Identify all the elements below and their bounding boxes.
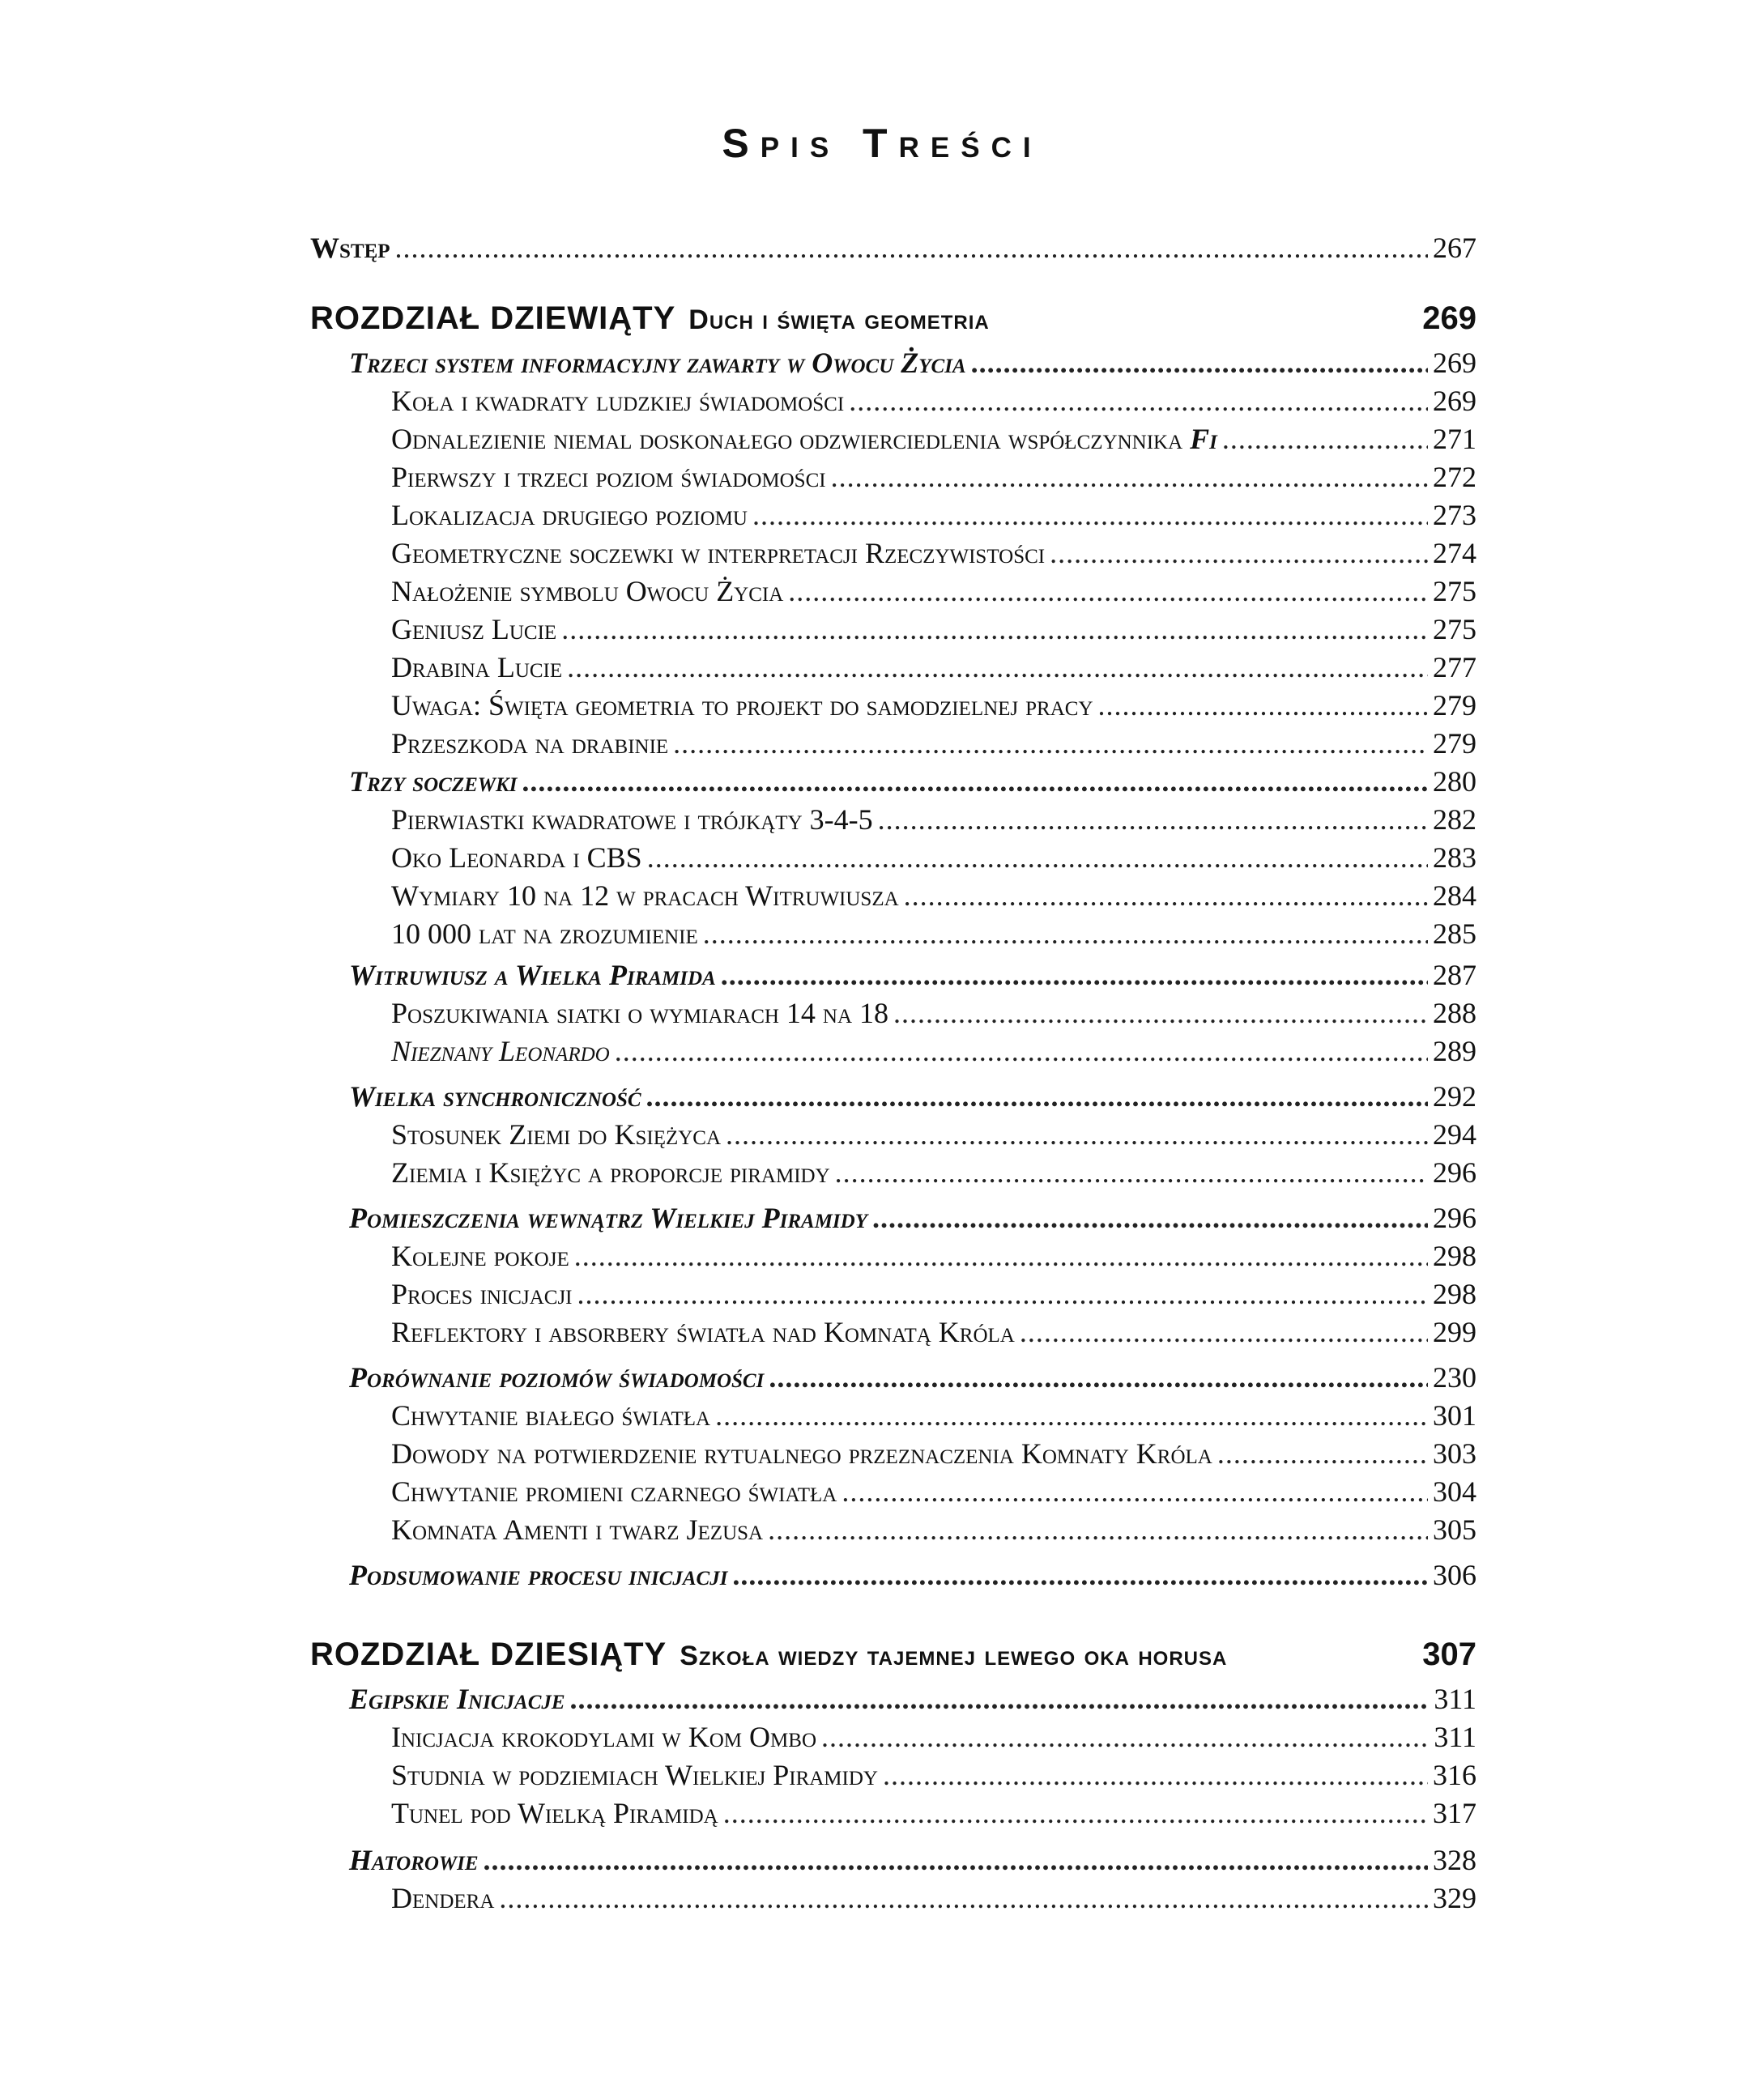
toc-subsection-label: Nałożenie symbolu Owocu Życia <box>391 575 784 607</box>
toc-subsection[interactable] <box>310 1398 1476 1433</box>
chapter-title: Szkoła wiedzy tajemnej lewego oka horusa <box>680 1641 1228 1671</box>
chapter-number: ROZDZIAŁ DZIESIĄTY <box>310 1637 667 1672</box>
toc-page-number: 329 <box>1433 1882 1476 1914</box>
toc-section[interactable] <box>310 1681 1476 1717</box>
toc-page-number: 269 <box>1433 347 1476 379</box>
toc-subsection-label: Pierwszy i trzeci poziom świadomości <box>391 461 826 493</box>
toc-subsection-label: 10 000 lat na zrozumienie <box>391 917 698 950</box>
toc-subsection[interactable] <box>310 840 1476 875</box>
toc-page-number: 294 <box>1433 1118 1476 1151</box>
toc-subsection[interactable] <box>310 995 1476 1031</box>
dot-leader <box>484 1842 1428 1878</box>
toc-subsection[interactable] <box>310 611 1476 647</box>
dot-leader <box>723 1795 1428 1831</box>
dot-leader <box>1217 1436 1428 1471</box>
toc-page-number: 284 <box>1433 879 1476 912</box>
dot-leader <box>883 1757 1428 1793</box>
toc-subsection[interactable] <box>310 1033 1476 1069</box>
toc-subsection[interactable] <box>310 1795 1476 1831</box>
dot-leader <box>673 726 1428 761</box>
toc-subsection-label: Drabina Lucie <box>391 651 563 683</box>
dot-leader <box>971 345 1428 381</box>
toc-page-number: 283 <box>1433 841 1476 874</box>
chapter-page-number: 307 <box>1422 1637 1476 1672</box>
toc-section-label: Witruwiusz a Wielka Piramida <box>349 959 716 991</box>
dot-leader <box>752 497 1428 533</box>
toc-subsection-label: Geometryczne soczewki w interpretacji Rzeczywistości <box>391 537 1046 569</box>
dot-leader <box>831 459 1428 495</box>
dot-leader <box>615 1033 1428 1069</box>
toc-section[interactable] <box>310 1200 1476 1236</box>
toc-page-number: 287 <box>1433 959 1476 991</box>
toc-page-number: 301 <box>1433 1399 1476 1432</box>
dot-leader <box>567 649 1428 685</box>
toc-subsection[interactable] <box>310 1757 1476 1793</box>
toc-subsection-label: Nieznany Leonardo <box>391 1035 610 1067</box>
toc-subsection-label: Ziemia i Księżyc a proporcje piramidy <box>391 1156 830 1189</box>
toc-section-label: Trzeci system informacyjny zawarty w Owocu Życia <box>349 347 966 379</box>
dot-leader <box>703 916 1428 951</box>
toc-subsection[interactable] <box>310 573 1476 609</box>
toc-page-number: 292 <box>1433 1080 1476 1113</box>
toc-subsection-label: Studnia w podziemiach Wielkiej Piramidy <box>391 1759 878 1791</box>
toc-page-number: 279 <box>1433 727 1476 760</box>
dot-leader <box>849 383 1428 419</box>
toc-subsection[interactable] <box>310 1155 1476 1190</box>
dot-leader <box>1222 421 1428 457</box>
toc-section-label: Hatorowie <box>349 1844 479 1876</box>
dot-leader <box>1020 1314 1428 1350</box>
fi-emphasis: Fi <box>1190 423 1217 455</box>
chapter-number: ROZDZIAŁ DZIEWIĄTY <box>310 300 676 336</box>
page-title: Spis Treści <box>722 121 1042 166</box>
toc-section[interactable] <box>310 1557 1476 1593</box>
toc-subsection-label: Komnata Amenti i twarz Jezusa <box>391 1513 764 1546</box>
toc-subsection[interactable] <box>310 1880 1476 1916</box>
chapter-page-number: 269 <box>1422 300 1476 336</box>
toc-subsection[interactable] <box>310 687 1476 723</box>
dot-leader <box>821 1719 1429 1755</box>
toc-page-number: 316 <box>1433 1759 1476 1791</box>
toc-page-number: 304 <box>1433 1475 1476 1508</box>
toc-subsection-label: Pierwiastki kwadratowe i trójkąty 3-4-5 <box>391 803 873 836</box>
toc-subsection[interactable] <box>310 1474 1476 1509</box>
toc-page-number: 288 <box>1433 997 1476 1029</box>
toc-page-number: 271 <box>1433 423 1476 455</box>
toc-subsection-label: Kolejne pokoje <box>391 1240 569 1272</box>
toc-section-label: Trzy soczewki <box>349 765 518 798</box>
toc-subsection[interactable] <box>310 726 1476 761</box>
toc-subsection-label: Wymiary 10 na 12 w pracach Witruwiusza <box>391 879 899 912</box>
toc-subsection[interactable] <box>310 383 1476 419</box>
toc-subsection[interactable] <box>310 535 1476 571</box>
toc-page-number: 272 <box>1433 461 1476 493</box>
dot-leader <box>715 1398 1428 1433</box>
dot-leader <box>768 1512 1428 1547</box>
toc-subsection[interactable] <box>310 1276 1476 1312</box>
toc-subsection[interactable] <box>310 1238 1476 1274</box>
toc-page-number: 273 <box>1433 499 1476 531</box>
dot-leader <box>788 573 1428 609</box>
dot-leader <box>499 1880 1428 1916</box>
toc-subsection[interactable] <box>310 802 1476 837</box>
chapter-heading-9[interactable] <box>310 298 1476 340</box>
toc-subsection[interactable] <box>310 497 1476 533</box>
dot-leader <box>893 995 1428 1031</box>
toc-subsection-label: Tunel pod Wielką Piramidą <box>391 1797 718 1829</box>
dot-leader <box>878 802 1428 837</box>
dot-leader <box>522 764 1428 799</box>
toc-page-number: 311 <box>1434 1683 1476 1715</box>
dot-leader <box>646 1079 1428 1114</box>
toc-subsection-label: Odnalezienie niemal doskonałego odzwierciedlenia współczynnika Fi <box>391 423 1217 455</box>
toc-page-number: 267 <box>1433 232 1476 264</box>
toc-page-number: 282 <box>1433 803 1476 836</box>
toc-subsection-label: Przeszkoda na drabinie <box>391 727 669 760</box>
dot-leader <box>872 1200 1428 1236</box>
toc-section[interactable] <box>310 1360 1476 1395</box>
toc-page-number: 274 <box>1433 537 1476 569</box>
toc-subsection[interactable] <box>310 1436 1476 1471</box>
toc-subsection-label: Stosunek Ziemi do Księżyca <box>391 1118 722 1151</box>
toc-page-number: 280 <box>1433 765 1476 798</box>
toc-page-number: 305 <box>1433 1513 1476 1546</box>
toc-subsection-label: Geniusz Lucie <box>391 613 557 645</box>
dot-leader <box>395 230 1428 266</box>
toc-subsection[interactable] <box>310 916 1476 951</box>
toc-page-number: 289 <box>1433 1035 1476 1067</box>
chapter-heading-10[interactable] <box>310 1634 1476 1676</box>
toc-subsection-label: Dowody na potwierdzenie rytualnego przeznaczenia Komnaty Króla <box>391 1437 1212 1470</box>
toc-subsection-label: Proces inicjacji <box>391 1278 573 1310</box>
toc-page-number: 275 <box>1433 613 1476 645</box>
dot-leader <box>577 1276 1429 1312</box>
toc-page-number: 296 <box>1433 1156 1476 1189</box>
dot-leader <box>904 878 1428 913</box>
dot-leader <box>561 611 1428 647</box>
dot-leader <box>1098 687 1428 723</box>
toc-subsection-label: Reflektory i absorbery światła nad Komnatą Króla <box>391 1316 1015 1348</box>
toc-subsection[interactable] <box>310 1314 1476 1350</box>
toc-subsection-label: Koła i kwadraty ludzkiej świadomości <box>391 385 845 417</box>
toc-subsection-label: Inicjacja krokodylami w Kom Ombo <box>391 1721 816 1753</box>
toc-section[interactable] <box>310 957 1476 993</box>
toc-section-label: Podsumowanie procesu inicjacji <box>349 1559 728 1591</box>
toc-page-number: 230 <box>1433 1361 1476 1394</box>
toc-page-number: 299 <box>1433 1316 1476 1348</box>
toc-page-number: 269 <box>1433 385 1476 417</box>
toc-section-label: Pomieszczenia wewnątrz Wielkiej Piramidy <box>349 1202 867 1234</box>
toc-page-number: 306 <box>1433 1559 1476 1591</box>
toc-page-number: 298 <box>1433 1240 1476 1272</box>
toc-page-number: 328 <box>1433 1844 1476 1876</box>
toc-subsection-label: Uwaga: Święta geometria to projekt do samodzielnej pracy <box>391 689 1093 722</box>
toc-subsection-label: Chwytanie promieni czarnego światła <box>391 1475 837 1508</box>
toc-subsection[interactable] <box>310 878 1476 913</box>
dot-leader <box>842 1474 1428 1509</box>
toc-section[interactable] <box>310 1842 1476 1878</box>
toc-section-label: Wielka synchroniczność <box>349 1080 641 1113</box>
toc-subsection[interactable] <box>310 649 1476 685</box>
dot-leader <box>769 1360 1428 1395</box>
toc-page-number: 311 <box>1434 1721 1476 1753</box>
toc-subsection-label: Chwytanie białego światła <box>391 1399 711 1432</box>
toc-subsection[interactable] <box>310 1719 1476 1755</box>
toc-entry-label: Wstęp <box>310 232 390 264</box>
toc-section-label: Porównanie poziomów świadomości <box>349 1361 765 1394</box>
toc-page-number: 296 <box>1433 1202 1476 1234</box>
toc-subsection-label: Oko Leonarda i CBS <box>391 841 642 874</box>
dot-leader <box>726 1117 1428 1152</box>
toc-subsection-label: Dendera <box>391 1882 495 1914</box>
toc-section[interactable] <box>310 764 1476 799</box>
toc-page-number: 317 <box>1433 1797 1476 1829</box>
dot-leader <box>574 1238 1428 1274</box>
toc-page-number: 285 <box>1433 917 1476 950</box>
toc-page-number: 277 <box>1433 651 1476 683</box>
dot-leader <box>732 1557 1428 1593</box>
toc-subsection[interactable] <box>310 1512 1476 1547</box>
dot-leader <box>647 840 1428 875</box>
toc-section[interactable] <box>310 1079 1476 1114</box>
toc-section[interactable] <box>310 345 1476 381</box>
toc-section-label: Egipskie Inicjacje <box>349 1683 565 1715</box>
toc-entry-intro[interactable] <box>310 230 1476 266</box>
toc-subsection[interactable] <box>310 421 1476 457</box>
dot-leader <box>570 1681 1430 1717</box>
chapter-title: Duch i święta geometria <box>688 304 990 335</box>
toc-subsection-label: Poszukiwania siatki o wymiarach 14 na 18 <box>391 997 889 1029</box>
toc-page-number: 298 <box>1433 1278 1476 1310</box>
toc-page-number: 279 <box>1433 689 1476 722</box>
toc-subsection[interactable] <box>310 459 1476 495</box>
dot-leader <box>835 1155 1428 1190</box>
dot-leader <box>721 957 1428 993</box>
toc-subsection[interactable] <box>310 1117 1476 1152</box>
toc-page-number: 303 <box>1433 1437 1476 1470</box>
toc-page-number: 275 <box>1433 575 1476 607</box>
toc-subsection-label: Lokalizacja drugiego poziomu <box>391 499 748 531</box>
dot-leader <box>1050 535 1428 571</box>
